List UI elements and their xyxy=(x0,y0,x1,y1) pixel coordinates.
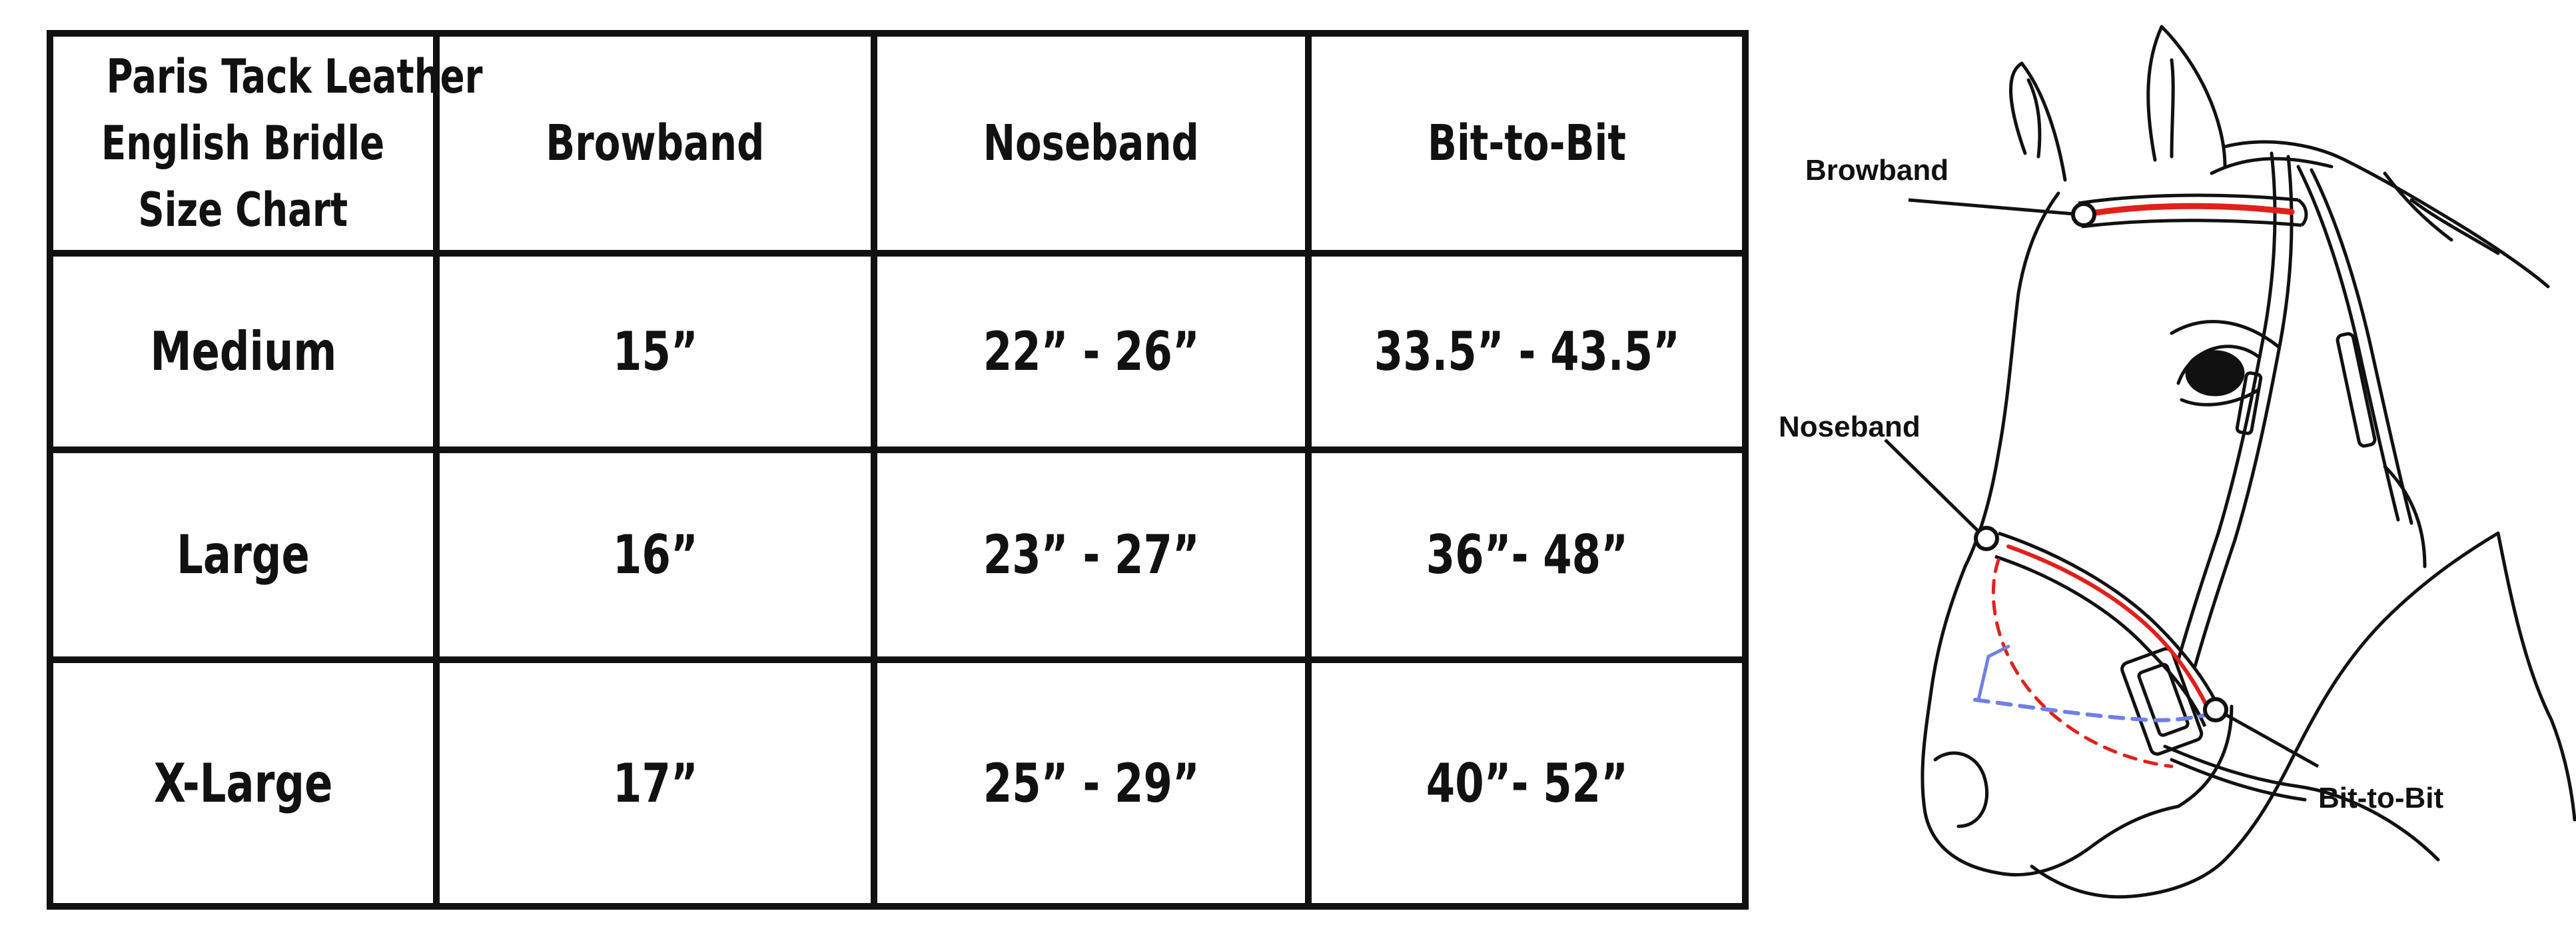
column-header-browband: Browband xyxy=(436,33,874,253)
table-row xyxy=(50,450,1745,660)
size-cell: X-Large xyxy=(50,660,436,906)
table-header-row xyxy=(50,33,1745,253)
noseband-strap xyxy=(1995,533,2218,726)
noseband-callout-label: Noseband xyxy=(1779,411,1921,443)
size-cell: Large xyxy=(50,450,436,660)
chart-title-cell xyxy=(50,33,483,253)
bit-to-bit-cell: 33.5” - 43.5” xyxy=(1308,253,1745,450)
noseband-cell: 25” - 29” xyxy=(874,660,1308,906)
bit-to-bit-marker xyxy=(2205,699,2226,720)
noseband-cell: 22” - 26” xyxy=(874,253,1308,450)
size-chart-table xyxy=(47,30,1749,910)
bit-to-bit-callout-label: Bit-to-Bit xyxy=(2318,782,2444,814)
callout-markers xyxy=(1976,204,2226,720)
table-row xyxy=(50,660,1745,906)
browband-cell: 16” xyxy=(436,450,874,660)
horse-head-illustration xyxy=(1923,27,2575,897)
browband-cell: 17” xyxy=(436,660,874,906)
bit-to-bit-arrow xyxy=(1978,646,2008,700)
browband-callout-label: Browband xyxy=(1805,154,1949,187)
column-header-bit-to-bit: Bit-to-Bit xyxy=(1308,33,1745,253)
noseband-cell: 23” - 27” xyxy=(874,450,1308,660)
bit-to-bit-cell: 36”- 48” xyxy=(1308,450,1745,660)
browband-cell: 15” xyxy=(436,253,874,450)
chart-title-line-2: English Bridle xyxy=(101,116,385,171)
column-header-noseband: Noseband xyxy=(874,33,1308,253)
browband-measure-line xyxy=(2092,206,2292,213)
noseband-marker xyxy=(1976,528,1997,549)
size-cell: Medium xyxy=(50,253,436,450)
chart-title-line-3: Size Chart xyxy=(138,183,348,237)
horse-bridle-diagram xyxy=(1745,0,2576,941)
browband-marker xyxy=(2073,204,2094,225)
callout-lines xyxy=(1885,200,2318,766)
bit-to-bit-cell: 40”- 52” xyxy=(1308,660,1745,906)
table-row xyxy=(50,253,1745,450)
measurement-highlights xyxy=(1975,206,2292,766)
chart-title-line-1: Paris Tack Leather xyxy=(106,49,483,104)
